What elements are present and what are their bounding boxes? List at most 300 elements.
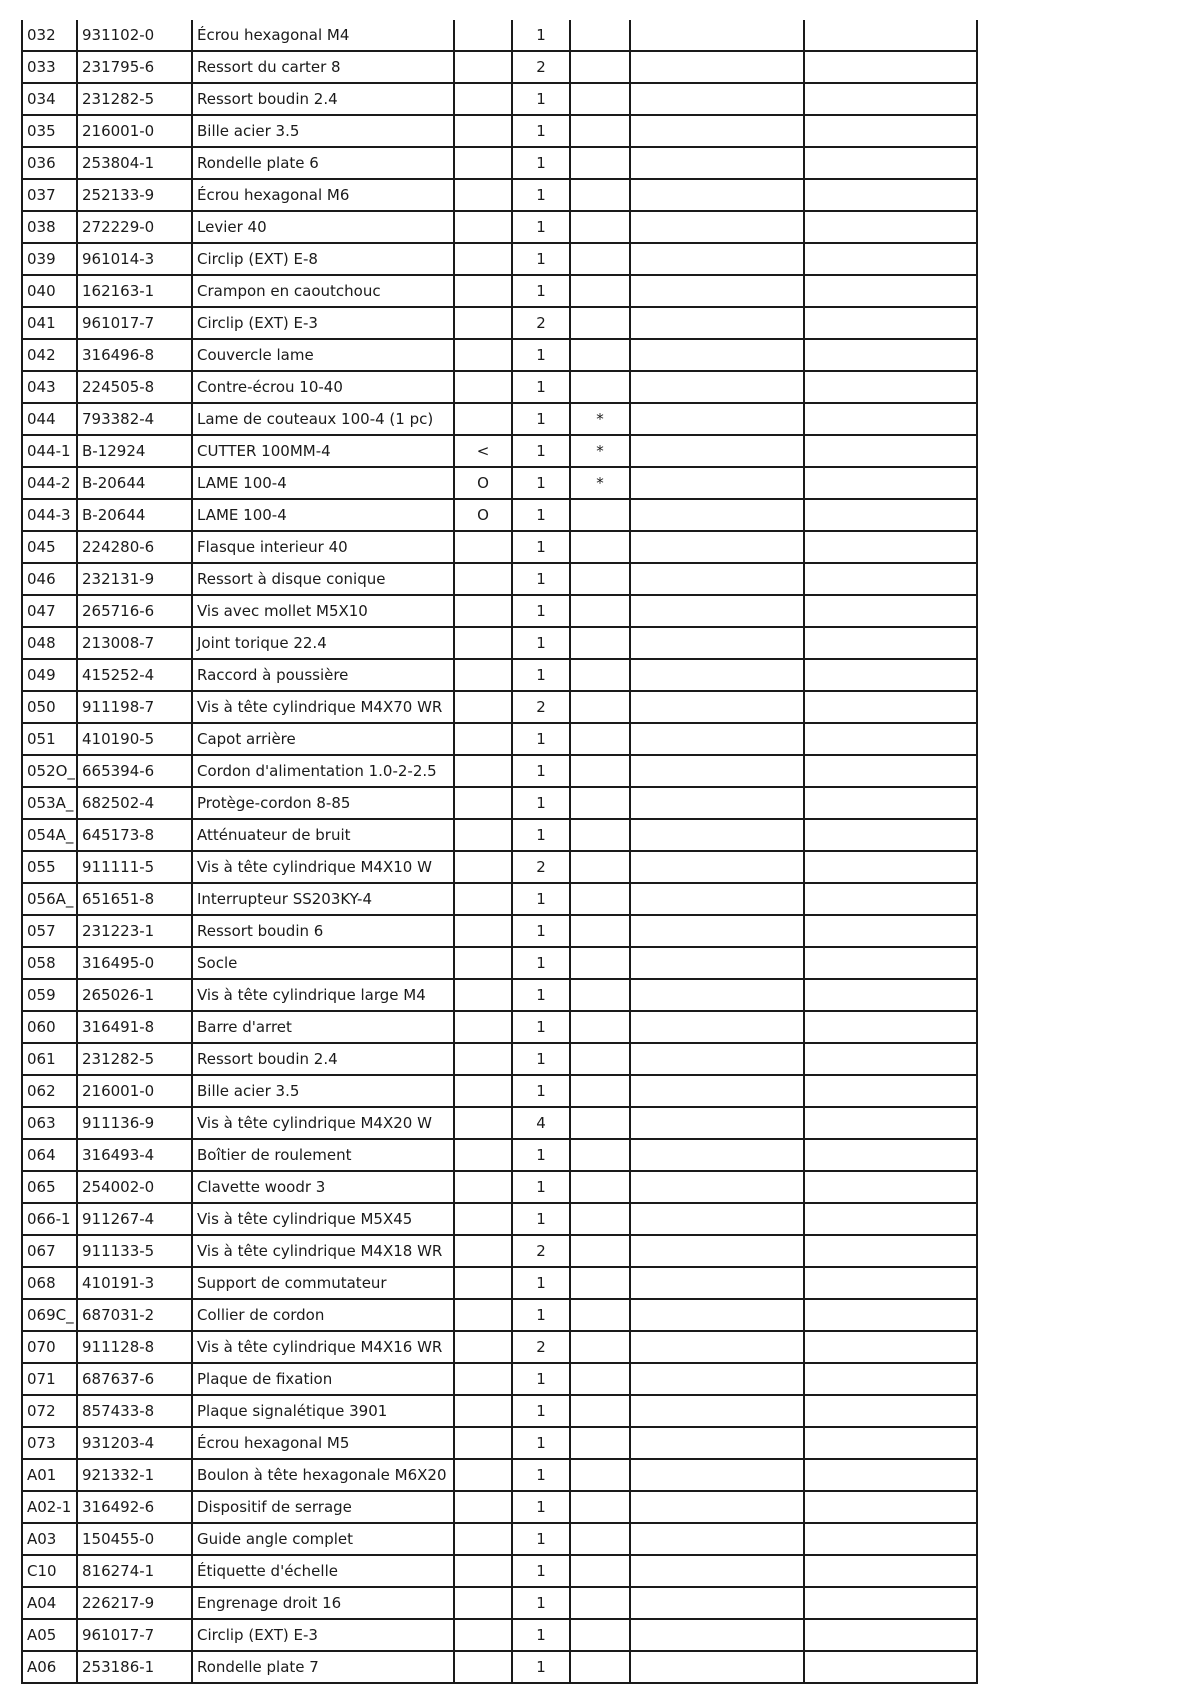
quantity-cell: 1 xyxy=(512,819,570,851)
description-cell: Engrenage droit 16 xyxy=(192,1587,454,1619)
marker-cell xyxy=(454,1075,512,1107)
marker-cell xyxy=(454,1331,512,1363)
empty-cell xyxy=(804,851,977,883)
empty-cell xyxy=(804,1107,977,1139)
quantity-cell: 1 xyxy=(512,275,570,307)
table-row xyxy=(22,115,977,147)
table-row xyxy=(22,723,977,755)
reference-cell: 231795-6 xyxy=(77,51,192,83)
part-number-cell: 070 xyxy=(22,1331,77,1363)
note-cell xyxy=(570,20,630,51)
part-number-cell: 056A_ xyxy=(22,883,77,915)
part-number-cell: 059 xyxy=(22,979,77,1011)
empty-cell xyxy=(630,1555,804,1587)
description-cell: Ressort à disque conique xyxy=(192,563,454,595)
reference-cell: 415252-4 xyxy=(77,659,192,691)
part-number-cell: 067 xyxy=(22,1235,77,1267)
reference-cell: 816274-1 xyxy=(77,1555,192,1587)
empty-cell xyxy=(804,1203,977,1235)
table-row xyxy=(22,1459,977,1491)
quantity-cell: 2 xyxy=(512,1235,570,1267)
empty-cell xyxy=(630,851,804,883)
empty-cell xyxy=(804,243,977,275)
reference-cell: 316493-4 xyxy=(77,1139,192,1171)
quantity-cell: 1 xyxy=(512,147,570,179)
description-cell: Écrou hexagonal M6 xyxy=(192,179,454,211)
note-cell xyxy=(570,115,630,147)
part-number-cell: 044-2 xyxy=(22,467,77,499)
table-row xyxy=(22,339,977,371)
reference-cell: 911128-8 xyxy=(77,1331,192,1363)
marker-cell xyxy=(454,20,512,51)
quantity-cell: 1 xyxy=(512,243,570,275)
empty-cell xyxy=(804,1299,977,1331)
reference-cell: 645173-8 xyxy=(77,819,192,851)
marker-cell xyxy=(454,1043,512,1075)
table-row xyxy=(22,1267,977,1299)
description-cell: Ressort du carter 8 xyxy=(192,51,454,83)
note-cell xyxy=(570,1395,630,1427)
part-number-cell: 039 xyxy=(22,243,77,275)
reference-cell: 665394-6 xyxy=(77,755,192,787)
part-number-cell: 052O_ xyxy=(22,755,77,787)
table-row xyxy=(22,1331,977,1363)
part-number-cell: 038 xyxy=(22,211,77,243)
empty-cell xyxy=(804,1427,977,1459)
table-row xyxy=(22,179,977,211)
table-row xyxy=(22,915,977,947)
empty-cell xyxy=(804,1075,977,1107)
empty-cell xyxy=(804,1587,977,1619)
table-row xyxy=(22,147,977,179)
part-number-cell: 036 xyxy=(22,147,77,179)
description-cell: Atténuateur de bruit xyxy=(192,819,454,851)
note-cell xyxy=(570,691,630,723)
note-cell xyxy=(570,531,630,563)
table-row xyxy=(22,819,977,851)
empty-cell xyxy=(804,1139,977,1171)
reference-cell: 316496-8 xyxy=(77,339,192,371)
description-cell: Barre d'arret xyxy=(192,1011,454,1043)
empty-cell xyxy=(804,179,977,211)
empty-cell xyxy=(804,51,977,83)
quantity-cell: 1 xyxy=(512,1075,570,1107)
table-row xyxy=(22,755,977,787)
empty-cell xyxy=(630,1619,804,1651)
table-row xyxy=(22,467,977,499)
quantity-cell: 1 xyxy=(512,1267,570,1299)
note-cell xyxy=(570,243,630,275)
empty-cell xyxy=(630,20,804,51)
empty-cell xyxy=(630,627,804,659)
description-cell: Vis à tête cylindrique M4X18 WR xyxy=(192,1235,454,1267)
empty-cell xyxy=(804,467,977,499)
quantity-cell: 1 xyxy=(512,435,570,467)
empty-cell xyxy=(804,499,977,531)
marker-cell xyxy=(454,1139,512,1171)
empty-cell xyxy=(804,531,977,563)
part-number-cell: 047 xyxy=(22,595,77,627)
empty-cell xyxy=(630,1043,804,1075)
description-cell: LAME 100-4 xyxy=(192,499,454,531)
marker-cell xyxy=(454,307,512,339)
description-cell: Crampon en caoutchouc xyxy=(192,275,454,307)
table-row xyxy=(22,1043,977,1075)
note-cell xyxy=(570,787,630,819)
quantity-cell: 1 xyxy=(512,403,570,435)
note-cell xyxy=(570,1363,630,1395)
quantity-cell: 1 xyxy=(512,755,570,787)
description-cell: Vis à tête cylindrique M4X20 W xyxy=(192,1107,454,1139)
note-cell xyxy=(570,819,630,851)
table-row xyxy=(22,691,977,723)
quantity-cell: 1 xyxy=(512,723,570,755)
description-cell: Bille acier 3.5 xyxy=(192,1075,454,1107)
empty-cell xyxy=(630,787,804,819)
marker-cell xyxy=(454,1491,512,1523)
reference-cell: 316492-6 xyxy=(77,1491,192,1523)
reference-cell: 931102-0 xyxy=(77,20,192,51)
empty-cell xyxy=(630,979,804,1011)
note-cell xyxy=(570,1427,630,1459)
note-cell xyxy=(570,275,630,307)
reference-cell: 911133-5 xyxy=(77,1235,192,1267)
quantity-cell: 1 xyxy=(512,467,570,499)
quantity-cell: 1 xyxy=(512,1491,570,1523)
table-row xyxy=(22,1523,977,1555)
empty-cell xyxy=(804,1459,977,1491)
empty-cell xyxy=(804,1395,977,1427)
empty-cell xyxy=(804,1619,977,1651)
reference-cell: 224505-8 xyxy=(77,371,192,403)
table-row xyxy=(22,51,977,83)
reference-cell: 224280-6 xyxy=(77,531,192,563)
table-row xyxy=(22,1651,977,1683)
description-cell: Écrou hexagonal M5 xyxy=(192,1427,454,1459)
description-cell: Vis à tête cylindrique M5X45 xyxy=(192,1203,454,1235)
empty-cell xyxy=(804,435,977,467)
marker-cell xyxy=(454,1555,512,1587)
reference-cell: 231282-5 xyxy=(77,1043,192,1075)
marker-cell xyxy=(454,1171,512,1203)
quantity-cell: 1 xyxy=(512,371,570,403)
description-cell: Lame de couteaux 100-4 (1 pc) xyxy=(192,403,454,435)
quantity-cell: 1 xyxy=(512,979,570,1011)
marker-cell xyxy=(454,1235,512,1267)
empty-cell xyxy=(630,499,804,531)
reference-cell: 265716-6 xyxy=(77,595,192,627)
description-cell: Plaque de fixation xyxy=(192,1363,454,1395)
marker-cell xyxy=(454,1523,512,1555)
marker-cell xyxy=(454,979,512,1011)
table-row xyxy=(22,1555,977,1587)
empty-cell xyxy=(630,339,804,371)
description-cell: Levier 40 xyxy=(192,211,454,243)
empty-cell xyxy=(630,1299,804,1331)
note-cell xyxy=(570,499,630,531)
note-cell xyxy=(570,723,630,755)
marker-cell xyxy=(454,787,512,819)
note-cell xyxy=(570,51,630,83)
empty-cell xyxy=(804,1011,977,1043)
part-number-cell: A05 xyxy=(22,1619,77,1651)
part-number-cell: 046 xyxy=(22,563,77,595)
table-row xyxy=(22,83,977,115)
empty-cell xyxy=(804,1171,977,1203)
quantity-cell: 1 xyxy=(512,1395,570,1427)
empty-cell xyxy=(804,755,977,787)
reference-cell: 216001-0 xyxy=(77,115,192,147)
note-cell xyxy=(570,83,630,115)
part-number-cell: 060 xyxy=(22,1011,77,1043)
marker-cell xyxy=(454,531,512,563)
marker-cell xyxy=(454,723,512,755)
empty-cell xyxy=(630,563,804,595)
reference-cell: 911198-7 xyxy=(77,691,192,723)
description-cell: Plaque signalétique 3901 xyxy=(192,1395,454,1427)
quantity-cell: 1 xyxy=(512,115,570,147)
empty-cell xyxy=(804,1523,977,1555)
reference-cell: 921332-1 xyxy=(77,1459,192,1491)
part-number-cell: 049 xyxy=(22,659,77,691)
description-cell: Interrupteur SS203KY-4 xyxy=(192,883,454,915)
table-row xyxy=(22,1491,977,1523)
reference-cell: 961017-7 xyxy=(77,1619,192,1651)
empty-cell xyxy=(630,883,804,915)
description-cell: Étiquette d'échelle xyxy=(192,1555,454,1587)
reference-cell: 232131-9 xyxy=(77,563,192,595)
note-cell xyxy=(570,1011,630,1043)
part-number-cell: 035 xyxy=(22,115,77,147)
empty-cell xyxy=(630,83,804,115)
note-cell xyxy=(570,1459,630,1491)
reference-cell: 410190-5 xyxy=(77,723,192,755)
table-row xyxy=(22,1363,977,1395)
reference-cell: B-12924 xyxy=(77,435,192,467)
table-row xyxy=(22,1139,977,1171)
quantity-cell: 1 xyxy=(512,20,570,51)
empty-cell xyxy=(630,307,804,339)
reference-cell: 272229-0 xyxy=(77,211,192,243)
reference-cell: 253804-1 xyxy=(77,147,192,179)
reference-cell: 254002-0 xyxy=(77,1171,192,1203)
table-row xyxy=(22,403,977,435)
part-number-cell: 048 xyxy=(22,627,77,659)
description-cell: Écrou hexagonal M4 xyxy=(192,20,454,51)
empty-cell xyxy=(804,147,977,179)
note-cell xyxy=(570,179,630,211)
part-number-cell: 068 xyxy=(22,1267,77,1299)
reference-cell: 961017-7 xyxy=(77,307,192,339)
marker-cell xyxy=(454,1363,512,1395)
part-number-cell: 033 xyxy=(22,51,77,83)
part-number-cell: 063 xyxy=(22,1107,77,1139)
description-cell: Socle xyxy=(192,947,454,979)
table-row xyxy=(22,851,977,883)
empty-cell xyxy=(804,787,977,819)
note-cell xyxy=(570,1139,630,1171)
table-row xyxy=(22,595,977,627)
quantity-cell: 1 xyxy=(512,1651,570,1683)
marker-cell xyxy=(454,243,512,275)
parts-list-table xyxy=(21,20,978,1684)
empty-cell xyxy=(630,1235,804,1267)
marker-cell xyxy=(454,115,512,147)
empty-cell xyxy=(630,179,804,211)
marker-cell xyxy=(454,403,512,435)
quantity-cell: 1 xyxy=(512,211,570,243)
description-cell: Ressort boudin 2.4 xyxy=(192,1043,454,1075)
part-number-cell: 053A_ xyxy=(22,787,77,819)
description-cell: Dispositif de serrage xyxy=(192,1491,454,1523)
empty-cell xyxy=(804,691,977,723)
quantity-cell: 1 xyxy=(512,1459,570,1491)
part-number-cell: 069C_ xyxy=(22,1299,77,1331)
reference-cell: 316491-8 xyxy=(77,1011,192,1043)
empty-cell xyxy=(804,403,977,435)
empty-cell xyxy=(630,819,804,851)
empty-cell xyxy=(804,1331,977,1363)
empty-cell xyxy=(804,339,977,371)
quantity-cell: 1 xyxy=(512,883,570,915)
note-cell xyxy=(570,339,630,371)
note-cell xyxy=(570,1107,630,1139)
part-number-cell: 072 xyxy=(22,1395,77,1427)
reference-cell: 226217-9 xyxy=(77,1587,192,1619)
empty-cell xyxy=(804,83,977,115)
table-row xyxy=(22,1235,977,1267)
description-cell: Capot arrière xyxy=(192,723,454,755)
quantity-cell: 1 xyxy=(512,1011,570,1043)
empty-cell xyxy=(630,1011,804,1043)
note-cell xyxy=(570,915,630,947)
marker-cell xyxy=(454,1011,512,1043)
description-cell: Joint torique 22.4 xyxy=(192,627,454,659)
quantity-cell: 1 xyxy=(512,1299,570,1331)
table-row xyxy=(22,1427,977,1459)
empty-cell xyxy=(630,915,804,947)
table-row xyxy=(22,1171,977,1203)
empty-cell xyxy=(804,1235,977,1267)
empty-cell xyxy=(804,659,977,691)
empty-cell xyxy=(630,1395,804,1427)
marker-cell xyxy=(454,1459,512,1491)
note-cell: * xyxy=(570,435,630,467)
reference-cell: 911267-4 xyxy=(77,1203,192,1235)
quantity-cell: 1 xyxy=(512,627,570,659)
empty-cell xyxy=(630,1331,804,1363)
marker-cell xyxy=(454,1651,512,1683)
empty-cell xyxy=(630,1427,804,1459)
note-cell xyxy=(570,1267,630,1299)
parts-table-body xyxy=(22,20,977,1683)
description-cell: Boulon à tête hexagonale M6X20 xyxy=(192,1459,454,1491)
empty-cell xyxy=(630,403,804,435)
part-number-cell: 037 xyxy=(22,179,77,211)
note-cell xyxy=(570,371,630,403)
quantity-cell: 1 xyxy=(512,1363,570,1395)
empty-cell xyxy=(630,1587,804,1619)
quantity-cell: 1 xyxy=(512,1523,570,1555)
description-cell: Circlip (EXT) E-3 xyxy=(192,307,454,339)
quantity-cell: 1 xyxy=(512,1427,570,1459)
quantity-cell: 4 xyxy=(512,1107,570,1139)
note-cell xyxy=(570,947,630,979)
reference-cell: 911136-9 xyxy=(77,1107,192,1139)
part-number-cell: 057 xyxy=(22,915,77,947)
note-cell xyxy=(570,1235,630,1267)
marker-cell xyxy=(454,851,512,883)
part-number-cell: 044 xyxy=(22,403,77,435)
empty-cell xyxy=(630,1459,804,1491)
quantity-cell: 1 xyxy=(512,595,570,627)
part-number-cell: 032 xyxy=(22,20,77,51)
empty-cell xyxy=(630,1203,804,1235)
note-cell xyxy=(570,1555,630,1587)
empty-cell xyxy=(804,627,977,659)
empty-cell xyxy=(804,563,977,595)
part-number-cell: 064 xyxy=(22,1139,77,1171)
empty-cell xyxy=(630,595,804,627)
part-number-cell: 071 xyxy=(22,1363,77,1395)
note-cell xyxy=(570,851,630,883)
empty-cell xyxy=(804,1043,977,1075)
empty-cell xyxy=(804,947,977,979)
part-number-cell: 065 xyxy=(22,1171,77,1203)
empty-cell xyxy=(804,211,977,243)
note-cell xyxy=(570,563,630,595)
part-number-cell: 066-1 xyxy=(22,1203,77,1235)
empty-cell xyxy=(630,435,804,467)
table-row xyxy=(22,947,977,979)
note-cell xyxy=(570,1619,630,1651)
quantity-cell: 1 xyxy=(512,1587,570,1619)
description-cell: Contre-écrou 10-40 xyxy=(192,371,454,403)
empty-cell xyxy=(630,1491,804,1523)
marker-cell xyxy=(454,51,512,83)
quantity-cell: 2 xyxy=(512,307,570,339)
part-number-cell: 058 xyxy=(22,947,77,979)
reference-cell: 911111-5 xyxy=(77,851,192,883)
marker-cell xyxy=(454,339,512,371)
reference-cell: 213008-7 xyxy=(77,627,192,659)
table-row xyxy=(22,787,977,819)
empty-cell xyxy=(804,819,977,851)
reference-cell: 651651-8 xyxy=(77,883,192,915)
description-cell: Rondelle plate 7 xyxy=(192,1651,454,1683)
empty-cell xyxy=(630,947,804,979)
reference-cell: 793382-4 xyxy=(77,403,192,435)
note-cell xyxy=(570,1203,630,1235)
reference-cell: 687031-2 xyxy=(77,1299,192,1331)
reference-cell: 216001-0 xyxy=(77,1075,192,1107)
empty-cell xyxy=(804,1491,977,1523)
empty-cell xyxy=(630,1139,804,1171)
note-cell xyxy=(570,1299,630,1331)
table-row xyxy=(22,627,977,659)
empty-cell xyxy=(630,659,804,691)
quantity-cell: 2 xyxy=(512,851,570,883)
reference-cell: 961014-3 xyxy=(77,243,192,275)
table-row xyxy=(22,243,977,275)
reference-cell: B-20644 xyxy=(77,499,192,531)
note-cell xyxy=(570,1523,630,1555)
part-number-cell: A01 xyxy=(22,1459,77,1491)
marker-cell xyxy=(454,691,512,723)
quantity-cell: 1 xyxy=(512,659,570,691)
empty-cell xyxy=(804,1651,977,1683)
table-row xyxy=(22,1395,977,1427)
